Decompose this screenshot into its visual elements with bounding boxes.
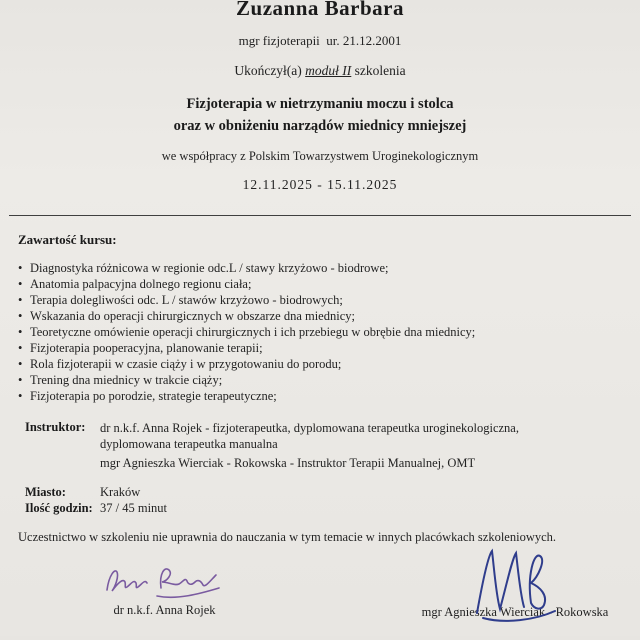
course-topic-item: • Fizjoterapia pooperacyjna, planowanie terapii; [18,340,626,356]
signature-left-name: dr n.k.f. Anna Rojek [113,603,216,617]
signatures-row [0,551,640,620]
course-topic-item: • Trening dna miednicy w trakcie ciąży; [18,372,626,388]
instructor-value [100,420,519,471]
course-topic-item: • Wskazania do operacji chirurgicznych w obszarze dna miednicy; [18,308,626,324]
cooperation-line: we współpracy z Polskim Towarzystwem Uroginekologicznym [161,149,479,163]
course-topic-item: • Diagnostyka różnicowa w regionie odc.L / stawy krzyżowo - biodrowe; [18,260,626,276]
hours-label: Ilość godzin: [25,501,93,515]
divider-rule [9,215,631,216]
city-value: Kraków [100,485,141,499]
course-topic-item: • Terapia dolegliwości odc. L / stawów krzyżowo - biodrowych; [18,292,626,308]
course-title-line2: oraz w obniżeniu narządów miednicy mniejszej [173,118,467,134]
completion-line [0,63,640,79]
signature-block-left [62,551,267,620]
signature-block-right [420,551,610,620]
signature-anna-rojek-icon [99,557,231,605]
hours-value: 37 / 45 minut [100,501,168,515]
signature-agnieszka-wierciak-icon [463,543,567,625]
disclaimer-text: Uczestnictwo w szkoleniu nie uprawnia do nauczania w tym temacie w innych placówkach szkoleniowych. [18,530,557,544]
course-topics-list [0,260,640,404]
hours-row [25,501,640,516]
recipient-credentials: mgr fizjoterapii ur. 21.12.2001 [238,33,402,48]
instructor-line: mgr Agnieszka Wierciak - Rokowska - Instruktor Terapii Manualnej, OMT [100,456,476,470]
completion-suffix: szkolenia [351,63,406,78]
city-label: Miasto: [25,485,66,499]
instructor-line: dyplomowana terapeutka manualna [100,437,278,451]
completion-prefix: Ukończył(a) [234,63,306,78]
instructor-row [25,420,640,471]
course-topic-item: • Anatomia palpacyjna dolnego regionu ciała; [18,276,626,292]
city-row [25,485,640,500]
course-topic-item: • Teoretyczne omówienie operacji chirurgicznych i ich przebiegu w obrębie dna miednicy; [18,324,626,340]
course-title-line1: Fizjoterapia w nietrzymaniu moczu i stolca [186,96,454,112]
completion-module: moduł II [305,63,352,78]
recipient-name: Zuzanna Barbara [236,0,404,20]
instructor-line: dr n.k.f. Anna Rojek - fizjoterapeutka, dyplomowana terapeutka uroginekologiczna, [100,421,519,435]
course-topic-item: • Rola fizjoterapii w czasie ciąży i w przygotowaniu do porodu; [18,356,626,372]
signature-right-name: mgr Agnieszka Wierciak - Rokowska [421,605,609,619]
course-dates: 12.11.2025 - 15.11.2025 [242,177,398,192]
course-topic-item: • Fizjoterapia po porodzie, strategie terapeutyczne; [18,388,626,404]
course-title [0,93,640,137]
instructor-label: Instruktor: [25,420,86,434]
content-heading: Zawartość kursu: [18,232,117,247]
